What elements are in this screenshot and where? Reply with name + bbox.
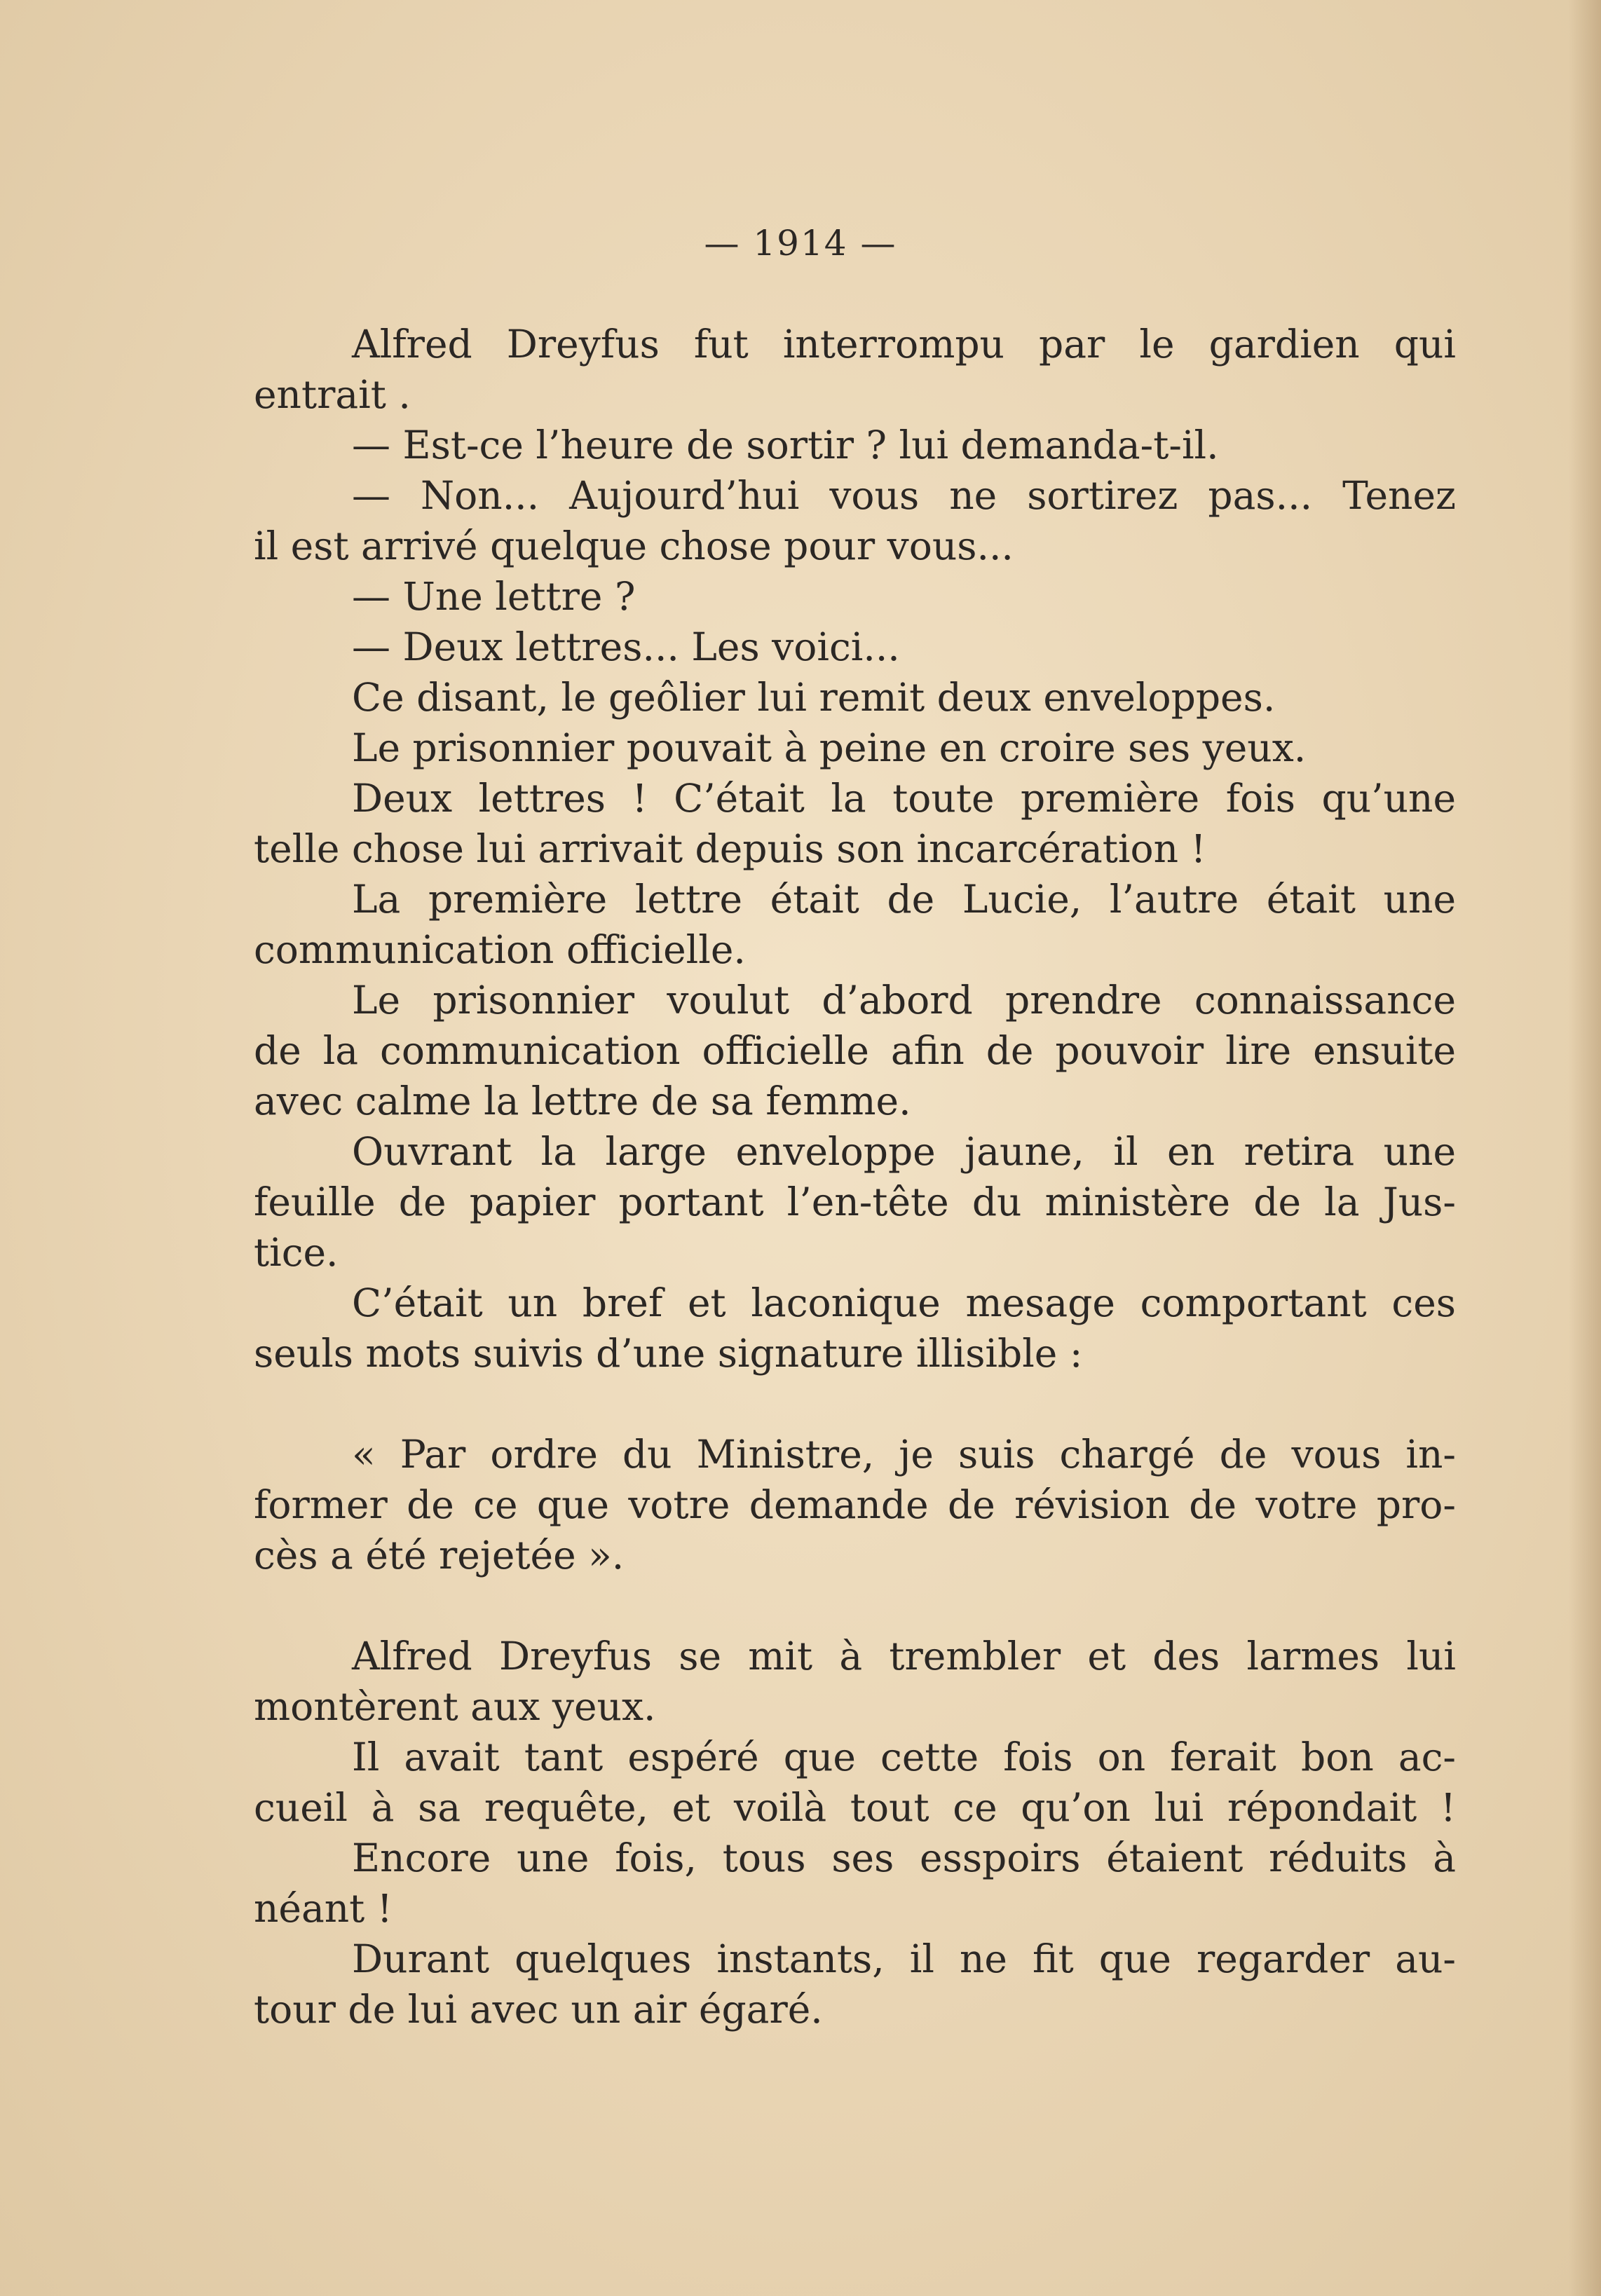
text-line: telle chose lui arrivait depuis son incarcération ! (254, 826, 1206, 871)
text-line: former de ce que votre demande de révision de votre pro- (254, 1482, 1456, 1527)
text-line: Le prisonnier pouvait à peine en croire ses yeux. (352, 725, 1307, 770)
text-line: — Est-ce l’heure de sortir ? lui demanda-t-il. (352, 423, 1219, 467)
text-line: tour de lui avec un air égaré. (254, 1987, 823, 2032)
text-line: cueil à sa requête, et voilà tout ce qu’on lui répondait ! (254, 1785, 1456, 1830)
text-line: « Par ordre du Ministre, je suis chargé de vous in- (352, 1432, 1456, 1477)
text-line: Encore une fois, tous ses esspoirs étaient réduits à (352, 1836, 1456, 1880)
text-line: Deux lettres ! C’était la toute première fois qu’une (352, 776, 1456, 821)
text-line: Durant quelques instants, il ne fit que regarder au- (352, 1936, 1456, 1981)
body-text (254, 319, 1456, 2035)
text-line: montèrent aux yeux. (254, 1684, 656, 1729)
text-line: feuille de papier portant l’en-tête du ministère de la Jus- (254, 1180, 1456, 1224)
text-line: Alfred Dreyfus se mit à trembler et des larmes lui (352, 1634, 1456, 1679)
text-line: Alfred Dreyfus fut interrompu par le gardien qui (352, 322, 1456, 367)
text-line: Le prisonnier voulut d’abord prendre connaissance (352, 978, 1456, 1023)
text-line: — Une lettre ? (352, 574, 636, 619)
text-line: communication officielle. (254, 927, 746, 972)
text-line: — Non... Aujourd’hui vous ne sortirez pas... Tenez (352, 473, 1456, 518)
text-line: cès a été rejetée ». (254, 1533, 625, 1578)
blank-line (254, 1379, 1456, 1429)
text-line: Ouvrant la large enveloppe jaune, il en retira une (352, 1129, 1456, 1174)
text-line: seuls mots suivis d’une signature illisible : (254, 1331, 1083, 1376)
text-line: néant ! (254, 1886, 393, 1931)
text-line: de la communication officielle afin de pouvoir lire ensuite (254, 1028, 1456, 1073)
page-edge-shadow (1569, 0, 1601, 2296)
text-line: tice. (254, 1230, 339, 1275)
text-line: Il avait tant espéré que cette fois on ferait bon ac- (352, 1735, 1456, 1779)
text-line: il est arrivé quelque chose pour vous... (254, 524, 1014, 568)
text-line: entrait . (254, 372, 411, 417)
text-line: — Deux lettres... Les voici... (352, 624, 900, 669)
text-line: avec calme la lettre de sa femme. (254, 1079, 911, 1123)
text-line: Ce disant, le geôlier lui remit deux enveloppes. (352, 675, 1276, 720)
text-line: C’était un bref et laconique mesage comportant ces (352, 1280, 1456, 1325)
page-number: — 1914 — (704, 223, 897, 264)
blank-line (254, 1580, 1456, 1631)
text-line: La première lettre était de Lucie, l’autre était une (352, 877, 1456, 922)
